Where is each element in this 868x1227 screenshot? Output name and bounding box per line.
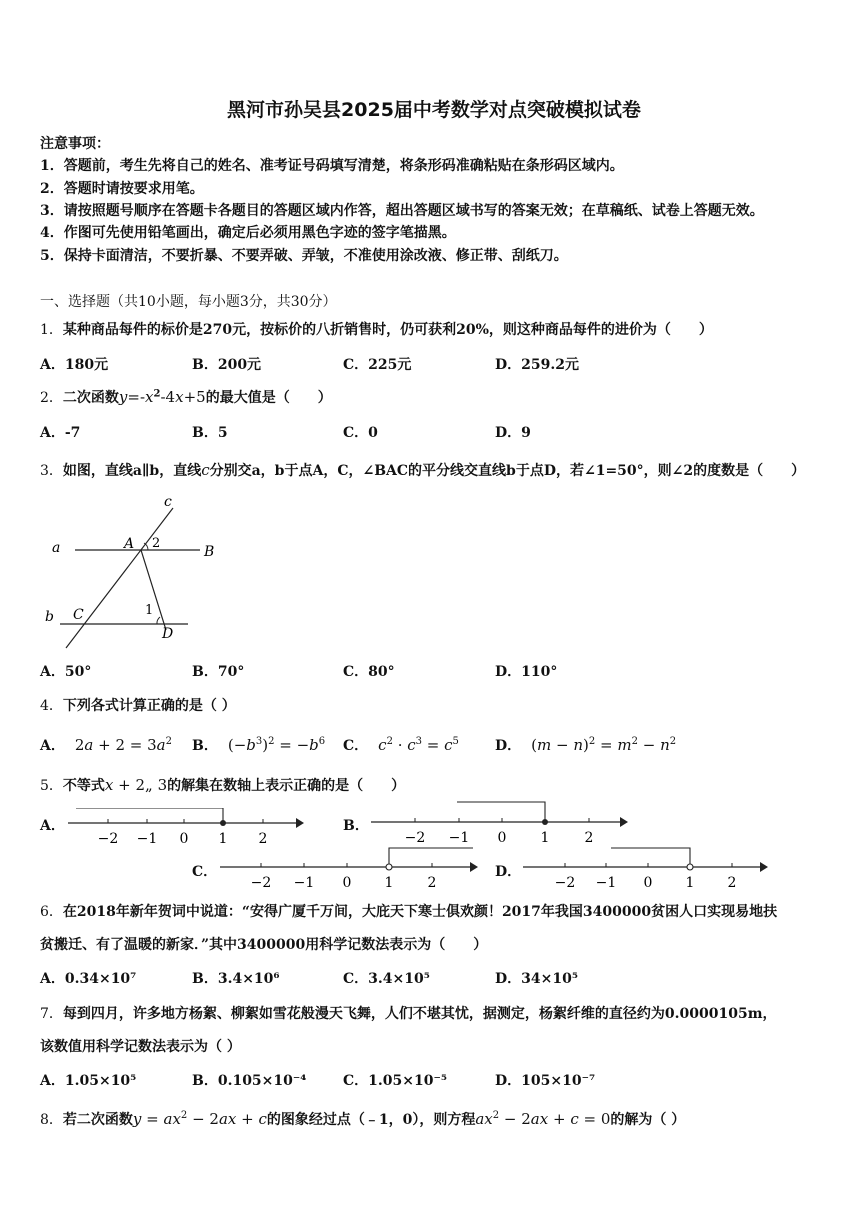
question-text-post: 的解集在数轴上表示正确的是（ ）: [167, 778, 406, 794]
q7-option-a[interactable]: A．1.05×10⁵: [40, 1073, 137, 1089]
question-number: 7．: [40, 1006, 63, 1022]
q2-option-b[interactable]: B．5: [192, 425, 228, 441]
tick-label: 0: [179, 831, 189, 847]
tick-label: 2: [427, 875, 437, 891]
open-point: [386, 864, 392, 870]
question-3: [40, 460, 805, 480]
notice-item-4: 4．作图可先使用铅笔画出，确定后必须用黑色字迹的签字笔描黑。: [40, 225, 456, 241]
formula-part: x: [145, 388, 154, 406]
page-title: 黑河市孙吴县2025届中考数学对点突破模拟试卷: [227, 99, 641, 121]
tick-label: 0: [643, 875, 653, 891]
segment-ad: [141, 550, 166, 630]
q3-option-c[interactable]: C．80°: [343, 664, 395, 680]
label-line-c: c: [164, 494, 172, 510]
formula-b: $(-b^3)^2 = -b^6$: [227, 736, 326, 754]
option-label: C．: [343, 738, 369, 754]
q5-option-c-label[interactable]: C．: [192, 864, 218, 880]
tick-label: 1: [218, 831, 228, 847]
question-text-post: 的最大值是（ ）: [205, 390, 332, 406]
tick-label: −1: [136, 831, 158, 847]
question-number: 1．: [40, 322, 63, 338]
question-number: 4．: [40, 698, 63, 714]
q7-option-d[interactable]: D．105×10⁻⁷: [495, 1073, 596, 1089]
q7-option-c[interactable]: C．1.05×10⁻⁵: [343, 1073, 447, 1089]
question-text-post: 的解为（ ）: [610, 1112, 686, 1128]
angle-1-arc: [157, 617, 160, 624]
q5-option-b-number-line[interactable]: [365, 800, 635, 848]
formula-part: 2: [153, 388, 161, 400]
question-text-mid: 的图象经过点（﹣1，0），则方程: [266, 1112, 476, 1128]
question-7: [40, 1003, 777, 1023]
q3-option-d[interactable]: D．110°: [495, 664, 558, 680]
question-number: 6．: [40, 904, 63, 920]
notice-item-1: 1．答题前，考生先将自己的姓名、准考证号码填写清楚，将条形码准确粘贴在条形码区域内。: [40, 158, 624, 174]
formula-inequality: x + 2„ 3: [104, 776, 168, 794]
q4-option-c[interactable]: [343, 735, 459, 755]
label-point-d: D: [162, 626, 174, 642]
formula-a: $2a + 2 = 3a^2$: [74, 736, 172, 754]
q1-option-a[interactable]: A．180元: [40, 357, 109, 373]
q5-option-b-label[interactable]: B．: [343, 818, 369, 834]
solid-point: [220, 820, 226, 826]
tick-label: −1: [293, 875, 315, 891]
label-point-c: C: [73, 607, 84, 623]
question-2: [40, 387, 332, 407]
question-number: 3．: [40, 463, 63, 479]
q5-option-d-label[interactable]: D．: [495, 864, 522, 880]
question-text: 某种商品每件的标价是270元，按标价的八折销售时，仍可获利20%，则这种商品每件的进价为（ ）: [62, 322, 713, 338]
question-text-pre: 若二次函数: [62, 1112, 133, 1128]
tick-label: −2: [97, 831, 119, 847]
label-line-b: b: [45, 609, 54, 625]
q1-option-c[interactable]: C．225元: [343, 357, 412, 373]
axis-arrow: [620, 817, 628, 827]
variable-c: c: [201, 461, 210, 479]
notice-item-2: 2．答题时请按要求用笔。: [40, 181, 204, 197]
formula-part: x: [175, 388, 184, 406]
question-text: 下列各式计算正确的是（ ）: [62, 698, 236, 714]
q3-option-a[interactable]: A．50°: [40, 664, 92, 680]
question-text-pre: 不等式: [62, 778, 105, 794]
option-label: A．: [40, 738, 65, 754]
question-1: [40, 319, 713, 339]
q5-option-c-number-line[interactable]: [215, 845, 485, 893]
q7-option-b[interactable]: B．0.105×10⁻⁴: [192, 1073, 307, 1089]
option-label: B．: [192, 738, 218, 754]
q5-option-a-number-line[interactable]: [60, 808, 310, 848]
notice-item-3: 3．请按照题号顺序在答题卡各题目的答题区域内作答，超出答题区域书写的答案无效；在草稿纸、试卷上答题无效。: [40, 203, 764, 219]
formula-quadratic: $y = ax^2 - 2ax + c$: [132, 1110, 267, 1128]
solution-ray: [76, 808, 223, 823]
tick-label: −1: [448, 830, 470, 846]
formula-d: $(m - n)^2 = m^2 - n^2$: [531, 736, 677, 754]
question-text-line1: 在2018年新年贺词中说道：“安得广厦千万间，大庇天下寒士俱欢颜！2017年我国3400000贫困人口实现易地扶: [62, 904, 778, 920]
tick-label: 1: [384, 875, 394, 891]
formula-quadratic: y: [118, 388, 128, 406]
question-number: 8．: [40, 1112, 63, 1128]
q5-option-a-label[interactable]: A．: [40, 818, 65, 834]
q6-option-c[interactable]: C．3.4×10⁵: [343, 971, 430, 987]
tick-label: 1: [540, 830, 550, 846]
formula-equation: $ax^2 - 2ax + c = 0$: [475, 1110, 611, 1128]
q2-option-d[interactable]: D．9: [495, 425, 531, 441]
solid-point: [542, 819, 548, 825]
question-text-line1: 每到四月，许多地方杨絮、柳絮如雪花般漫天飞舞，人们不堪其忧，据测定，杨絮纤维的直径约为0.0000105m，: [62, 1006, 777, 1022]
tick-label: 2: [727, 875, 737, 891]
q6-option-b[interactable]: B．3.4×10⁶: [192, 971, 280, 987]
label-point-a: A: [124, 536, 135, 552]
question-text-pre: 二次函数: [62, 390, 119, 406]
q6-option-a[interactable]: A．0.34×10⁷: [40, 971, 137, 987]
q2-option-c[interactable]: C．0: [343, 425, 378, 441]
q4-option-b[interactable]: [192, 735, 325, 755]
solution-ray: [611, 848, 690, 864]
label-line-a: a: [52, 540, 61, 556]
open-point: [687, 864, 693, 870]
q5-option-d-number-line[interactable]: [515, 845, 780, 893]
question-text-post: 分别交a，b于点A，C，∠BAC的平分线交直线b于点D，若∠1=50°，则∠2的度数是（ ）: [209, 463, 806, 479]
q1-option-d[interactable]: D．259.2元: [495, 357, 579, 373]
axis-arrow: [760, 862, 768, 872]
formula-part: -4: [160, 388, 176, 406]
axis-arrow: [296, 818, 304, 828]
question-8: [40, 1109, 685, 1129]
tick-label: 1: [685, 875, 695, 891]
tick-label: 0: [342, 875, 352, 891]
label-point-b: B: [204, 544, 215, 560]
section-choice-heading: 一、选择题（共10小题，每小题3分，共30分）: [40, 294, 337, 310]
question-4: [40, 695, 236, 715]
tick-label: 0: [497, 830, 507, 846]
solution-ray: [457, 802, 545, 822]
notice-item-5: 5．保持卡面清洁，不要折暴、不要弄破、弄皱，不准使用涂改液、修正带、刮纸刀。: [40, 248, 568, 264]
line-c: [66, 508, 173, 648]
tick-label: 2: [258, 831, 268, 847]
q3-option-b[interactable]: B．70°: [192, 664, 245, 680]
q2-option-a[interactable]: A．-7: [40, 425, 81, 441]
question-text-pre: 如图，直线a∥b，直线: [62, 463, 202, 479]
tick-label: −2: [250, 875, 272, 891]
formula-part: +5: [183, 388, 206, 406]
tick-label: −2: [554, 875, 576, 891]
q6-option-d[interactable]: D．34×10⁵: [495, 971, 578, 987]
question-6: [40, 901, 777, 921]
formula-part: =-: [127, 388, 146, 406]
question-7-line2: 该数值用科学记数法表示为（ ）: [40, 1039, 241, 1055]
axis-arrow: [470, 862, 478, 872]
question-5: [40, 775, 405, 795]
q4-option-a[interactable]: [40, 735, 172, 755]
label-angle-1: 1: [145, 603, 154, 618]
notice-heading: 注意事项：: [40, 136, 110, 152]
question-number: 5．: [40, 778, 63, 794]
q3-geometry-figure: [40, 490, 220, 652]
solution-ray: [389, 848, 473, 864]
tick-label: −1: [595, 875, 617, 891]
question-number: 2．: [40, 390, 63, 406]
question-6-line2: 贫搬迁、有了温暖的新家．”其中3400000用科学记数法表示为（ ）: [40, 937, 488, 953]
tick-label: 2: [584, 830, 594, 846]
formula-c: $c^2 \cdot c^3 = c^5$: [378, 736, 459, 754]
label-angle-2: 2: [152, 536, 161, 551]
q1-option-b[interactable]: B．200元: [192, 357, 262, 373]
angle-2-arc: [144, 543, 148, 550]
option-label: D．: [495, 738, 522, 754]
q4-option-d[interactable]: [495, 735, 676, 755]
tick-label: −2: [404, 830, 426, 846]
